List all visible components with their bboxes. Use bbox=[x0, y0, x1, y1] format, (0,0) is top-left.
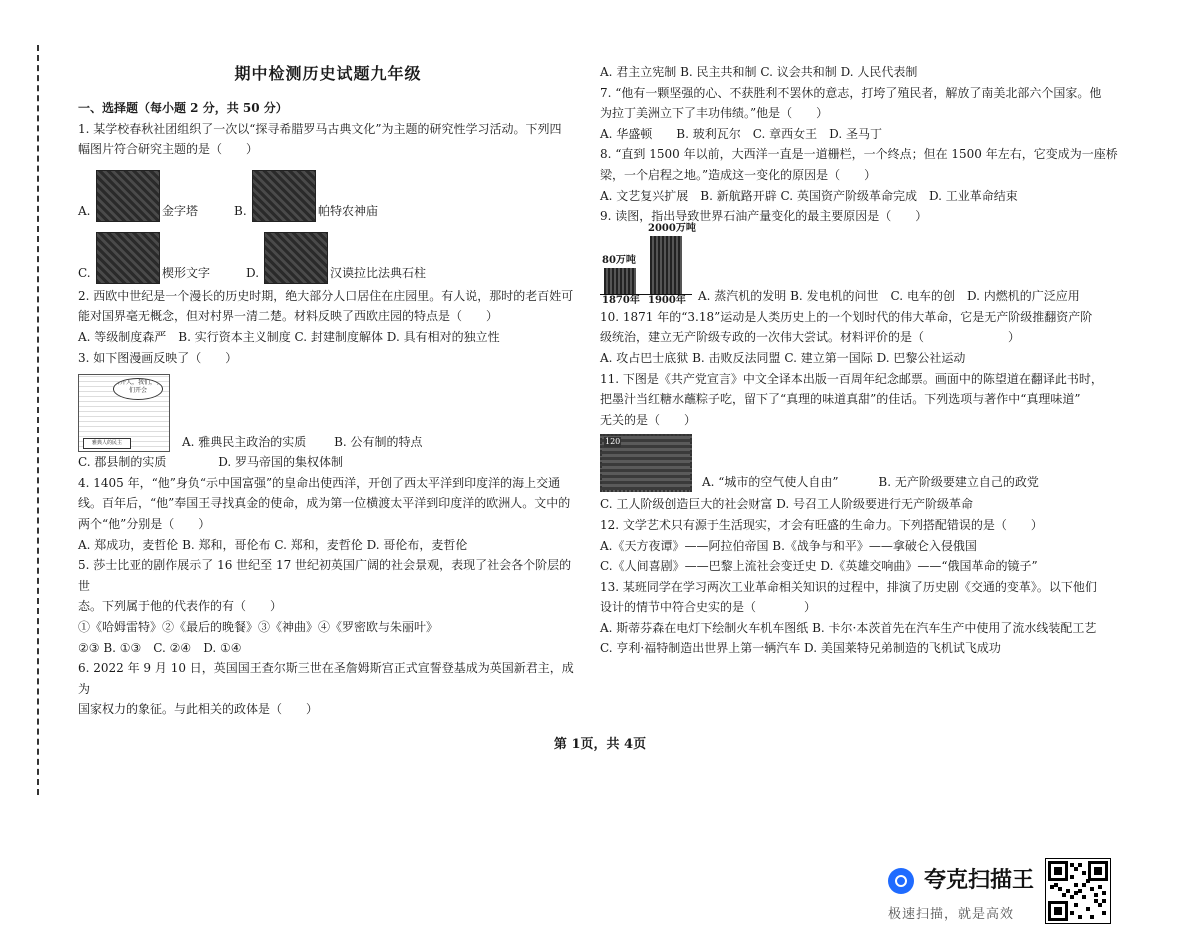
qr-module bbox=[1070, 911, 1074, 915]
q3-cartoon-row bbox=[78, 372, 578, 452]
question-line: 设计的情节中符合史实的是（ ） bbox=[600, 600, 817, 615]
binding-margin-dashed-line bbox=[37, 45, 39, 795]
question-line: 5. 莎士比亚的剧作展示了 16 世纪至 17 世纪初英国广阔的社会景观，表现了社会各个阶层的世 bbox=[78, 558, 572, 593]
question-line: 1. 某学校春秋社团组织了一次以“探寻希腊罗马古典文化”为主题的研究性学习活动。下列四 bbox=[78, 121, 562, 136]
qr-finder bbox=[1048, 901, 1068, 921]
qr-module bbox=[1078, 863, 1082, 867]
question-line: 11. 下图是《共产党宣言》中文全译本出版一百周年纪念邮票。画面中的陈望道在翻译此书时， bbox=[600, 371, 1103, 386]
question-line: 梁，一个启程之地。”造成这一变化的原因是（ ） bbox=[600, 167, 877, 182]
question-line: 两个“他”分别是（ ） bbox=[78, 516, 211, 531]
qr-module bbox=[1102, 899, 1106, 903]
qr-module bbox=[1102, 911, 1106, 915]
q3-options: A. 雅典民主政治的实质 B. 公有制的特点 bbox=[182, 434, 423, 449]
qr-module bbox=[1082, 883, 1086, 887]
question-line: 级统治，建立无产阶级专政的一次伟大尝试。材料评价的是（ ） bbox=[600, 330, 1021, 345]
commemorative-stamp-image bbox=[600, 434, 692, 492]
cuneiform-photo bbox=[96, 232, 160, 284]
question-line: 幅图片符合研究主题的是（ ） bbox=[78, 142, 259, 157]
option-label: 楔形文字 bbox=[162, 266, 211, 281]
question-line: 无关的是（ ） bbox=[600, 412, 697, 427]
question-line: 10. 1871 年的“3.18”运动是人类历史上的一个划时代的伟大革命，它是无产阶级推翻资产阶 bbox=[600, 309, 1093, 324]
cartoon-speech-bubble: 当开人，我们，我们开会 bbox=[113, 378, 163, 400]
qr-finder bbox=[1048, 861, 1068, 881]
qr-module bbox=[1098, 903, 1102, 907]
left-column bbox=[78, 62, 578, 720]
chart-bar bbox=[604, 268, 636, 294]
qr-module bbox=[1078, 889, 1082, 893]
qr-module bbox=[1074, 903, 1078, 907]
chart-value-label: 2000万吨 bbox=[648, 222, 696, 234]
parthenon-photo bbox=[252, 170, 316, 222]
question-line: C. 工人阶级创造巨大的社会财富 D. 号召工人阶级要进行无产阶级革命 bbox=[600, 497, 974, 512]
option-label: 金字塔 bbox=[162, 204, 199, 219]
qr-module bbox=[1094, 893, 1098, 897]
brand-slogan: 极速扫描，就是高效 bbox=[888, 907, 1015, 922]
option-letter: A. bbox=[78, 204, 91, 219]
qr-module bbox=[1054, 883, 1058, 887]
question-line: 能对国界毫无概念，但对村界一清二楚。材料反映了西欧庄园的特点是（ ） bbox=[78, 309, 499, 324]
question-line: C.《人间喜剧》——巴黎上流社会变迁史 D.《英雄交响曲》——“俄国革命的镜子” bbox=[600, 559, 1038, 574]
qr-module bbox=[1082, 871, 1086, 875]
section-heading: 一、选择题（每小题 2 分，共 50 分） bbox=[78, 101, 288, 115]
scanner-watermark bbox=[886, 862, 1066, 932]
page-title: 期中检测历史试题九年级 bbox=[234, 64, 422, 83]
qr-module bbox=[1058, 887, 1062, 891]
qr-module bbox=[1070, 895, 1074, 899]
question-line: A. 华盛顿 B. 玻利瓦尔 C. 章西女王 D. 圣马丁 bbox=[600, 126, 882, 141]
chart-category-label: 1870年 bbox=[602, 294, 640, 306]
qr-module bbox=[1070, 875, 1074, 879]
page-number: 第 1页，共 4页 bbox=[553, 737, 647, 752]
hammurabi-stele-photo bbox=[264, 232, 328, 284]
cartoon-caption: 雅典人的民主 bbox=[83, 438, 131, 449]
option-label: 帕特农神庙 bbox=[318, 204, 379, 219]
q11-options: A. “城市的空气使人自由” B. 无产阶级要建立自己的政党 bbox=[702, 474, 1039, 489]
q9-options: A. 蒸汽机的发明 B. 发电机的问世 C. 电车的创 D. 内燃机的广泛应用 bbox=[698, 289, 1080, 304]
question-line: 6. 2022 年 9 月 10 日，英国国王查尔斯三世在圣詹姆斯宫正式宣誓登基成为英国新君主，成为 bbox=[78, 661, 574, 696]
qr-module bbox=[1074, 883, 1078, 887]
pyramid-photo bbox=[96, 170, 160, 222]
question-line: 把墨汁当红糖水蘸粽子吃，留下了“真理的味道真甜”的佳话。下列选项与著作中“真理味道” bbox=[600, 392, 1081, 407]
brand-name: 夸克扫描王 bbox=[924, 868, 1035, 893]
question-line: 2. 西欧中世纪是一个漫长的历史时期，绝大部分人口居住在庄园里。有人说，那时的老百姓可 bbox=[78, 288, 574, 303]
question-line: C. 郡县制的实质 D. 罗马帝国的集权体制 bbox=[78, 455, 344, 470]
question-line: 12. 文学艺术只有源于生活现实，才会有旺盛的生命力。下列搭配错误的是（ ） bbox=[600, 517, 1043, 532]
option-letter: B. bbox=[234, 204, 247, 219]
question-line: A. 郑成功，麦哲伦 B. 郑和，哥伦布 C. 郑和，麦哲伦 D. 哥伦布，麦哲伦 bbox=[78, 537, 468, 552]
question-line: 3. 如下图漫画反映了（ ） bbox=[78, 350, 238, 365]
option-letter: C. bbox=[78, 266, 91, 281]
q1-options-row-1 bbox=[78, 162, 578, 222]
question-line: 态。下列属于他的代表作的有（ ） bbox=[78, 599, 283, 614]
question-line: 线。百年后，“他”奉国王寻找真金的使命，成为第一位横渡太平洋到印度洋的欧洲人。文中的 bbox=[78, 496, 571, 511]
question-line: 9. 读图，指出导致世界石油产量变化的最主要原因是（ ） bbox=[600, 209, 928, 224]
q9-chart-row bbox=[600, 222, 1135, 307]
qr-module bbox=[1082, 895, 1086, 899]
option-letter: D. bbox=[246, 266, 260, 281]
question-line: 13. 某班同学在学习两次工业革命相关知识的过程中，排演了历史剧《交通的变革》。以下他们 bbox=[600, 579, 1097, 594]
qr-code-icon bbox=[1045, 858, 1111, 924]
question-line: C. 亨利·福特制造出世界上第一辆汽车 D. 美国莱特兄弟制造的飞机试飞成功 bbox=[600, 641, 1001, 656]
question-line: ②③ B. ①③ C. ②④ D. ①④ bbox=[78, 640, 242, 655]
qr-module bbox=[1090, 915, 1094, 919]
chart-category-label: 1900年 bbox=[648, 294, 686, 306]
qr-module bbox=[1074, 891, 1078, 895]
question-line: 4. 1405 年，“他”身负“示中国富强”的皇命出使西洋，开创了西太平洋到印度洋的海上交通 bbox=[78, 475, 561, 490]
question-line: 国家权力的象征。与此相关的政体是（ ） bbox=[78, 702, 319, 717]
question-line: 7. “他有一颗坚强的心、不获胜利不罢休的意志，打垮了殖民者，解放了南美北部六个国家。他 bbox=[600, 85, 1102, 100]
question-line: 为拉丁美洲立下了丰功伟绩。”他是（ ） bbox=[600, 106, 829, 121]
question-line: A. 攻占巴士底狱 B. 击败反法同盟 C. 建立第一国际 D. 巴黎公社运动 bbox=[600, 350, 966, 365]
question-line: A. 斯蒂芬森在电灯下绘制火车机车图纸 B. 卡尔·本茨首先在汽车生产中使用了流水线装配工艺 bbox=[600, 620, 1097, 635]
qr-module bbox=[1098, 885, 1102, 889]
right-column bbox=[600, 62, 1135, 659]
chart-bar bbox=[650, 236, 682, 294]
stamp-denomination: 120 bbox=[605, 437, 621, 447]
quark-logo-icon bbox=[888, 868, 914, 894]
qr-module bbox=[1102, 891, 1106, 895]
qr-module bbox=[1078, 915, 1082, 919]
option-label: 汉谟拉比法典石柱 bbox=[330, 266, 427, 281]
qr-finder bbox=[1088, 861, 1108, 881]
qr-module bbox=[1090, 887, 1094, 891]
question-line: 8. “直到 1500 年以前，大西洋一直是一道栅栏，一个终点；但在 1500 年左右，它变成为一座桥 bbox=[600, 147, 1118, 162]
question-line: A. 君主立宪制 B. 民主共和制 C. 议会共和制 D. 人民代表制 bbox=[600, 65, 918, 79]
qr-module bbox=[1066, 889, 1070, 893]
qr-module bbox=[1086, 907, 1090, 911]
question-line: ①《哈姆雷特》②《最后的晚餐》③《神曲》④《罗密欧与朱丽叶》 bbox=[78, 619, 439, 634]
question-line: A. 等级制度森严 B. 实行资本主义制度 C. 封建制度解体 D. 具有相对的独立性 bbox=[78, 329, 500, 344]
qr-module bbox=[1086, 879, 1090, 883]
chart-value-label: 80万吨 bbox=[602, 254, 636, 266]
oil-production-bar-chart bbox=[600, 222, 696, 307]
question-line: A.《天方夜谭》——阿拉伯帝国 B.《战争与和平》——拿破仑入侵俄国 bbox=[600, 538, 977, 553]
qr-module bbox=[1062, 893, 1066, 897]
q11-stamp-row bbox=[600, 432, 1135, 492]
cartoon-image bbox=[78, 374, 170, 452]
qr-module bbox=[1074, 867, 1078, 871]
question-line: A. 文艺复兴扩展 B. 新航路开辟 C. 英国资产阶级革命完成 D. 工业革命结束 bbox=[600, 188, 1018, 203]
q1-options-row-2 bbox=[78, 224, 578, 284]
